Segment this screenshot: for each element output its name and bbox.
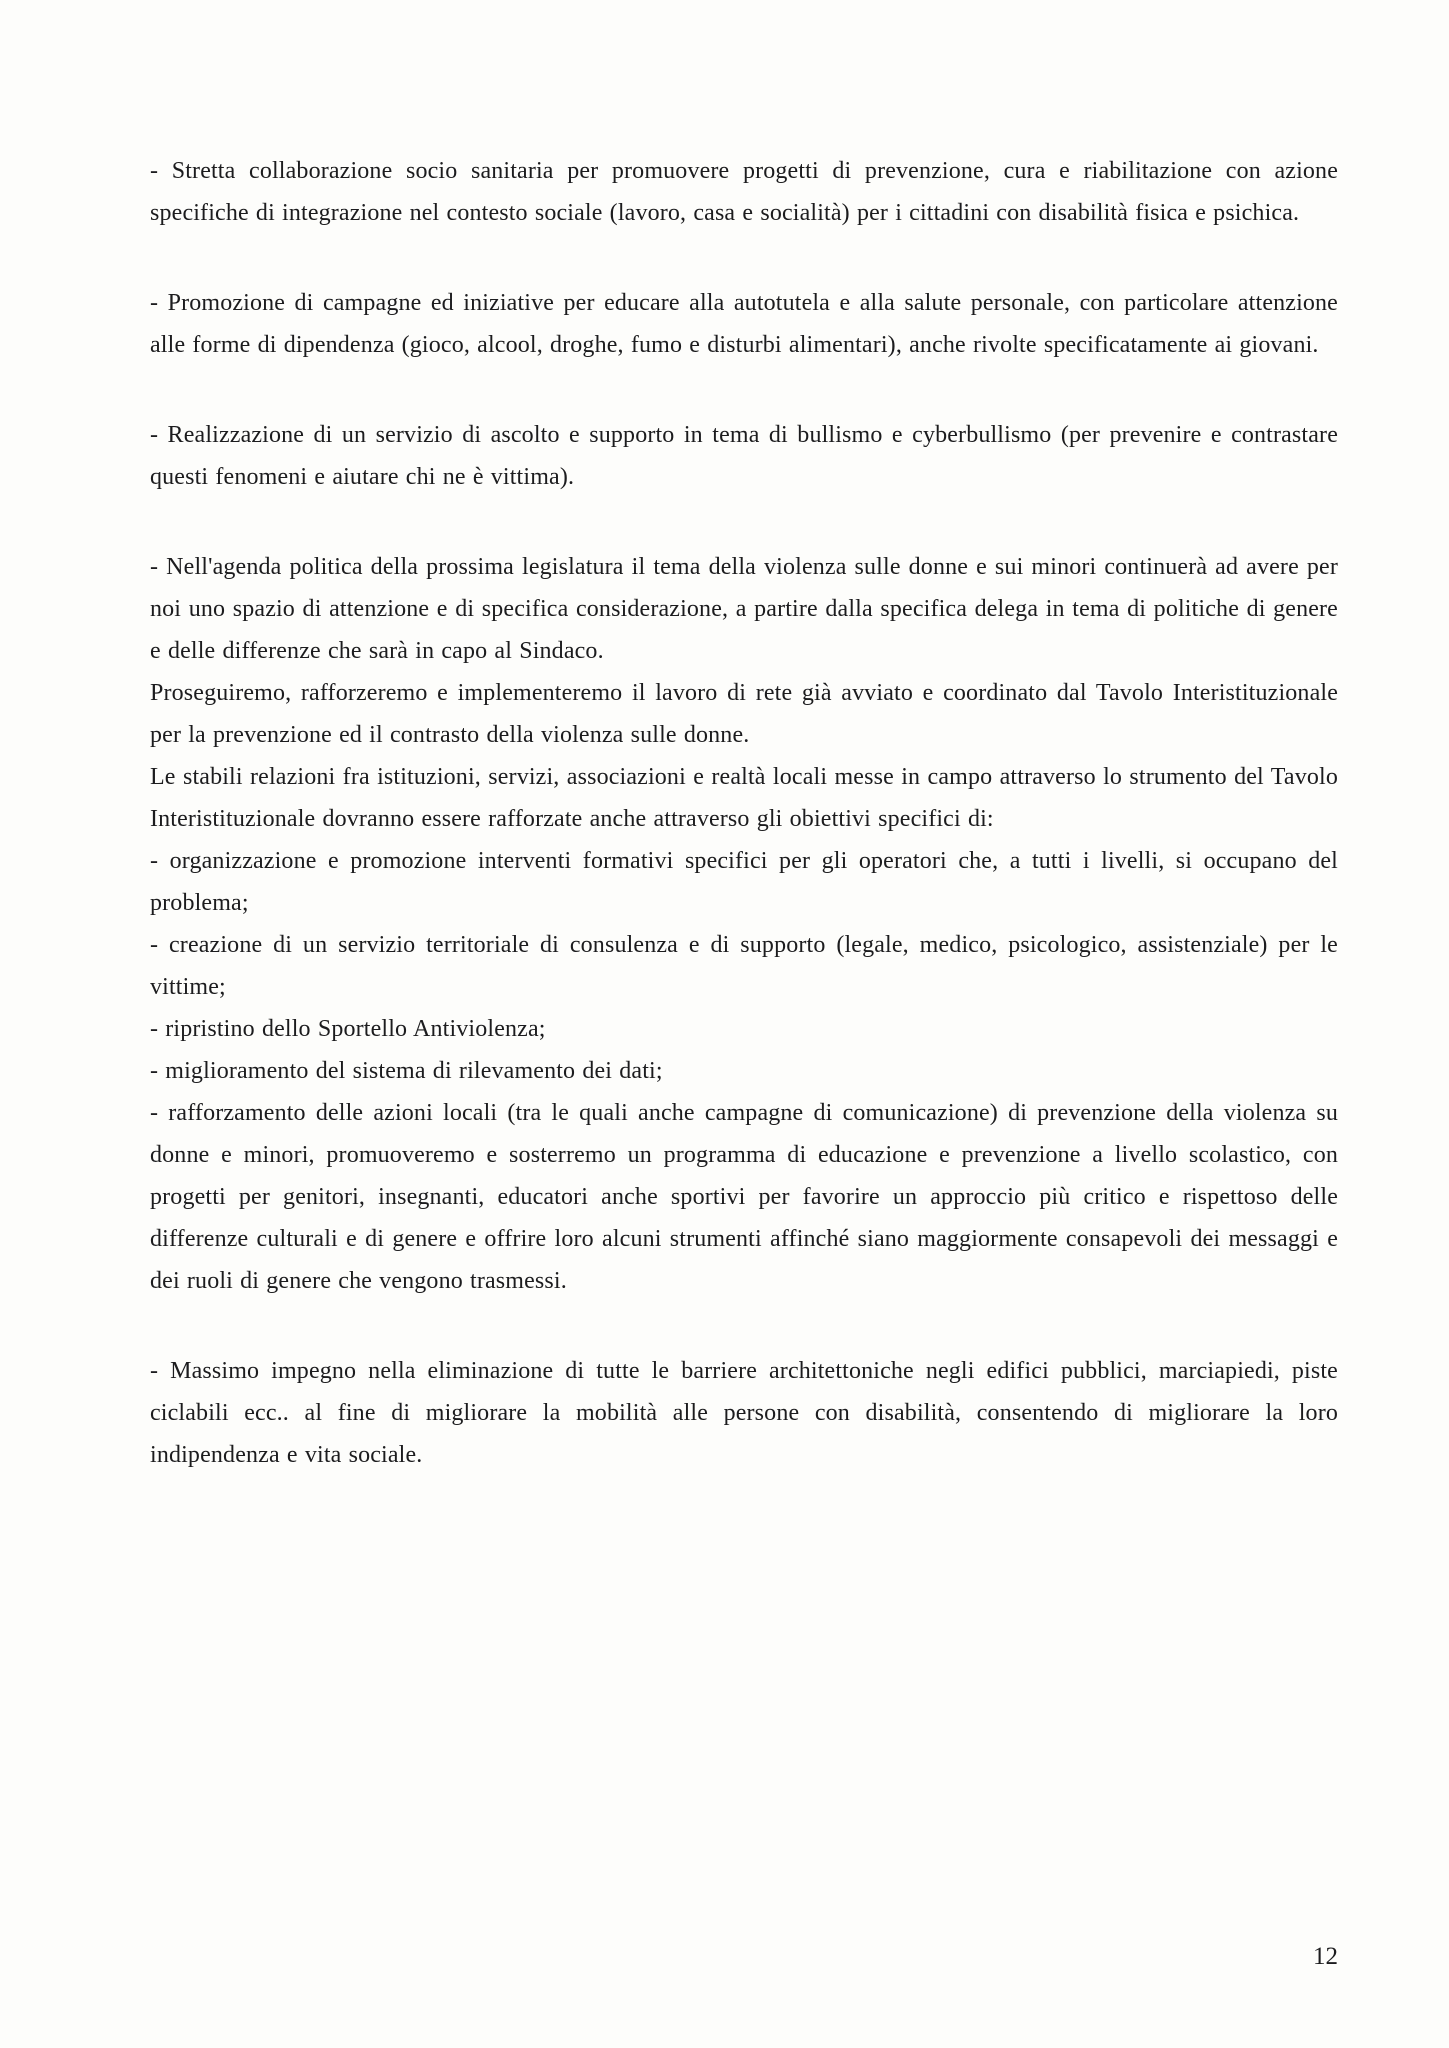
- paragraph: - Stretta collaborazione socio sanitaria per promuovere progetti di prevenzione, cura e riabilitazione con azione specifiche di integrazione nel contesto sociale (lavoro, casa e socialità) per i cittadini con disabilità fisica e psichica.: [150, 158, 1338, 226]
- paragraph: - rafforzamento delle azioni locali (tra le quali anche campagne di comunicazione) di prevenzione della violenza su donne e minori, promuoveremo e sosterremo un programma di educazione e prevenzione a livello scolastico, con progetti per genitori, insegnanti, educatori anche sportivi per favorire un approccio più critico e rispettoso delle differenze culturali e di genere e offrire loro alcuni strumenti affinché siano maggiormente consapevoli dei messaggi e dei ruoli di genere che vengono trasmessi.: [150, 1100, 1338, 1294]
- paragraph: - creazione di un servizio territoriale di consulenza e di supporto (legale, medico, psicologico, assistenziale) per le vittime;: [150, 932, 1338, 1000]
- paragraph: Proseguiremo, rafforzeremo e implementeremo il lavoro di rete già avviato e coordinato dal Tavolo Interistituzionale per la prevenzione ed il contrasto della violenza sulle donne.: [150, 680, 1338, 748]
- paragraph: Le stabili relazioni fra istituzioni, servizi, associazioni e realtà locali messe in campo attraverso lo strumento del Tavolo Interistituzionale dovranno essere rafforzate anche attraverso gli obiettivi specifici di:: [150, 764, 1338, 832]
- paragraph: - miglioramento del sistema di rilevamento dei dati;: [150, 1058, 663, 1084]
- paragraph: - organizzazione e promozione interventi formativi specifici per gli operatori che, a tutti i livelli, si occupano del problema;: [150, 848, 1338, 916]
- paragraph: - Promozione di campagne ed iniziative per educare alla autotutela e alla salute personale, con particolare attenzione alle forme di dipendenza (gioco, alcool, droghe, fumo e disturbi alimentari), anche rivolte specificatamente ai giovani.: [150, 290, 1338, 358]
- page-number: 12: [1313, 1943, 1338, 1970]
- paragraph: - Nell'agenda politica della prossima legislatura il tema della violenza sulle donne e sui minori continuerà ad avere per noi uno spazio di attenzione e di specifica considerazione, a partire dalla specifica delega in tema di politiche di genere e delle differenze che sarà in capo al Sindaco.: [150, 554, 1338, 664]
- paragraph: - ripristino dello Sportello Antiviolenza;: [150, 1016, 546, 1042]
- paragraph: - Realizzazione di un servizio di ascolto e supporto in tema di bullismo e cyberbullismo (per prevenire e contrastare questi fenomeni e aiutare chi ne è vittima).: [150, 422, 1338, 490]
- paragraph: - Massimo impegno nella eliminazione di tutte le barriere architettoniche negli edifici pubblici, marciapiedi, piste ciclabili ecc.. al fine di migliorare la mobilità alle persone con disabilità, consentendo di migliorare la loro indipendenza e vita sociale.: [150, 1358, 1338, 1468]
- document-body: [150, 150, 1338, 1476]
